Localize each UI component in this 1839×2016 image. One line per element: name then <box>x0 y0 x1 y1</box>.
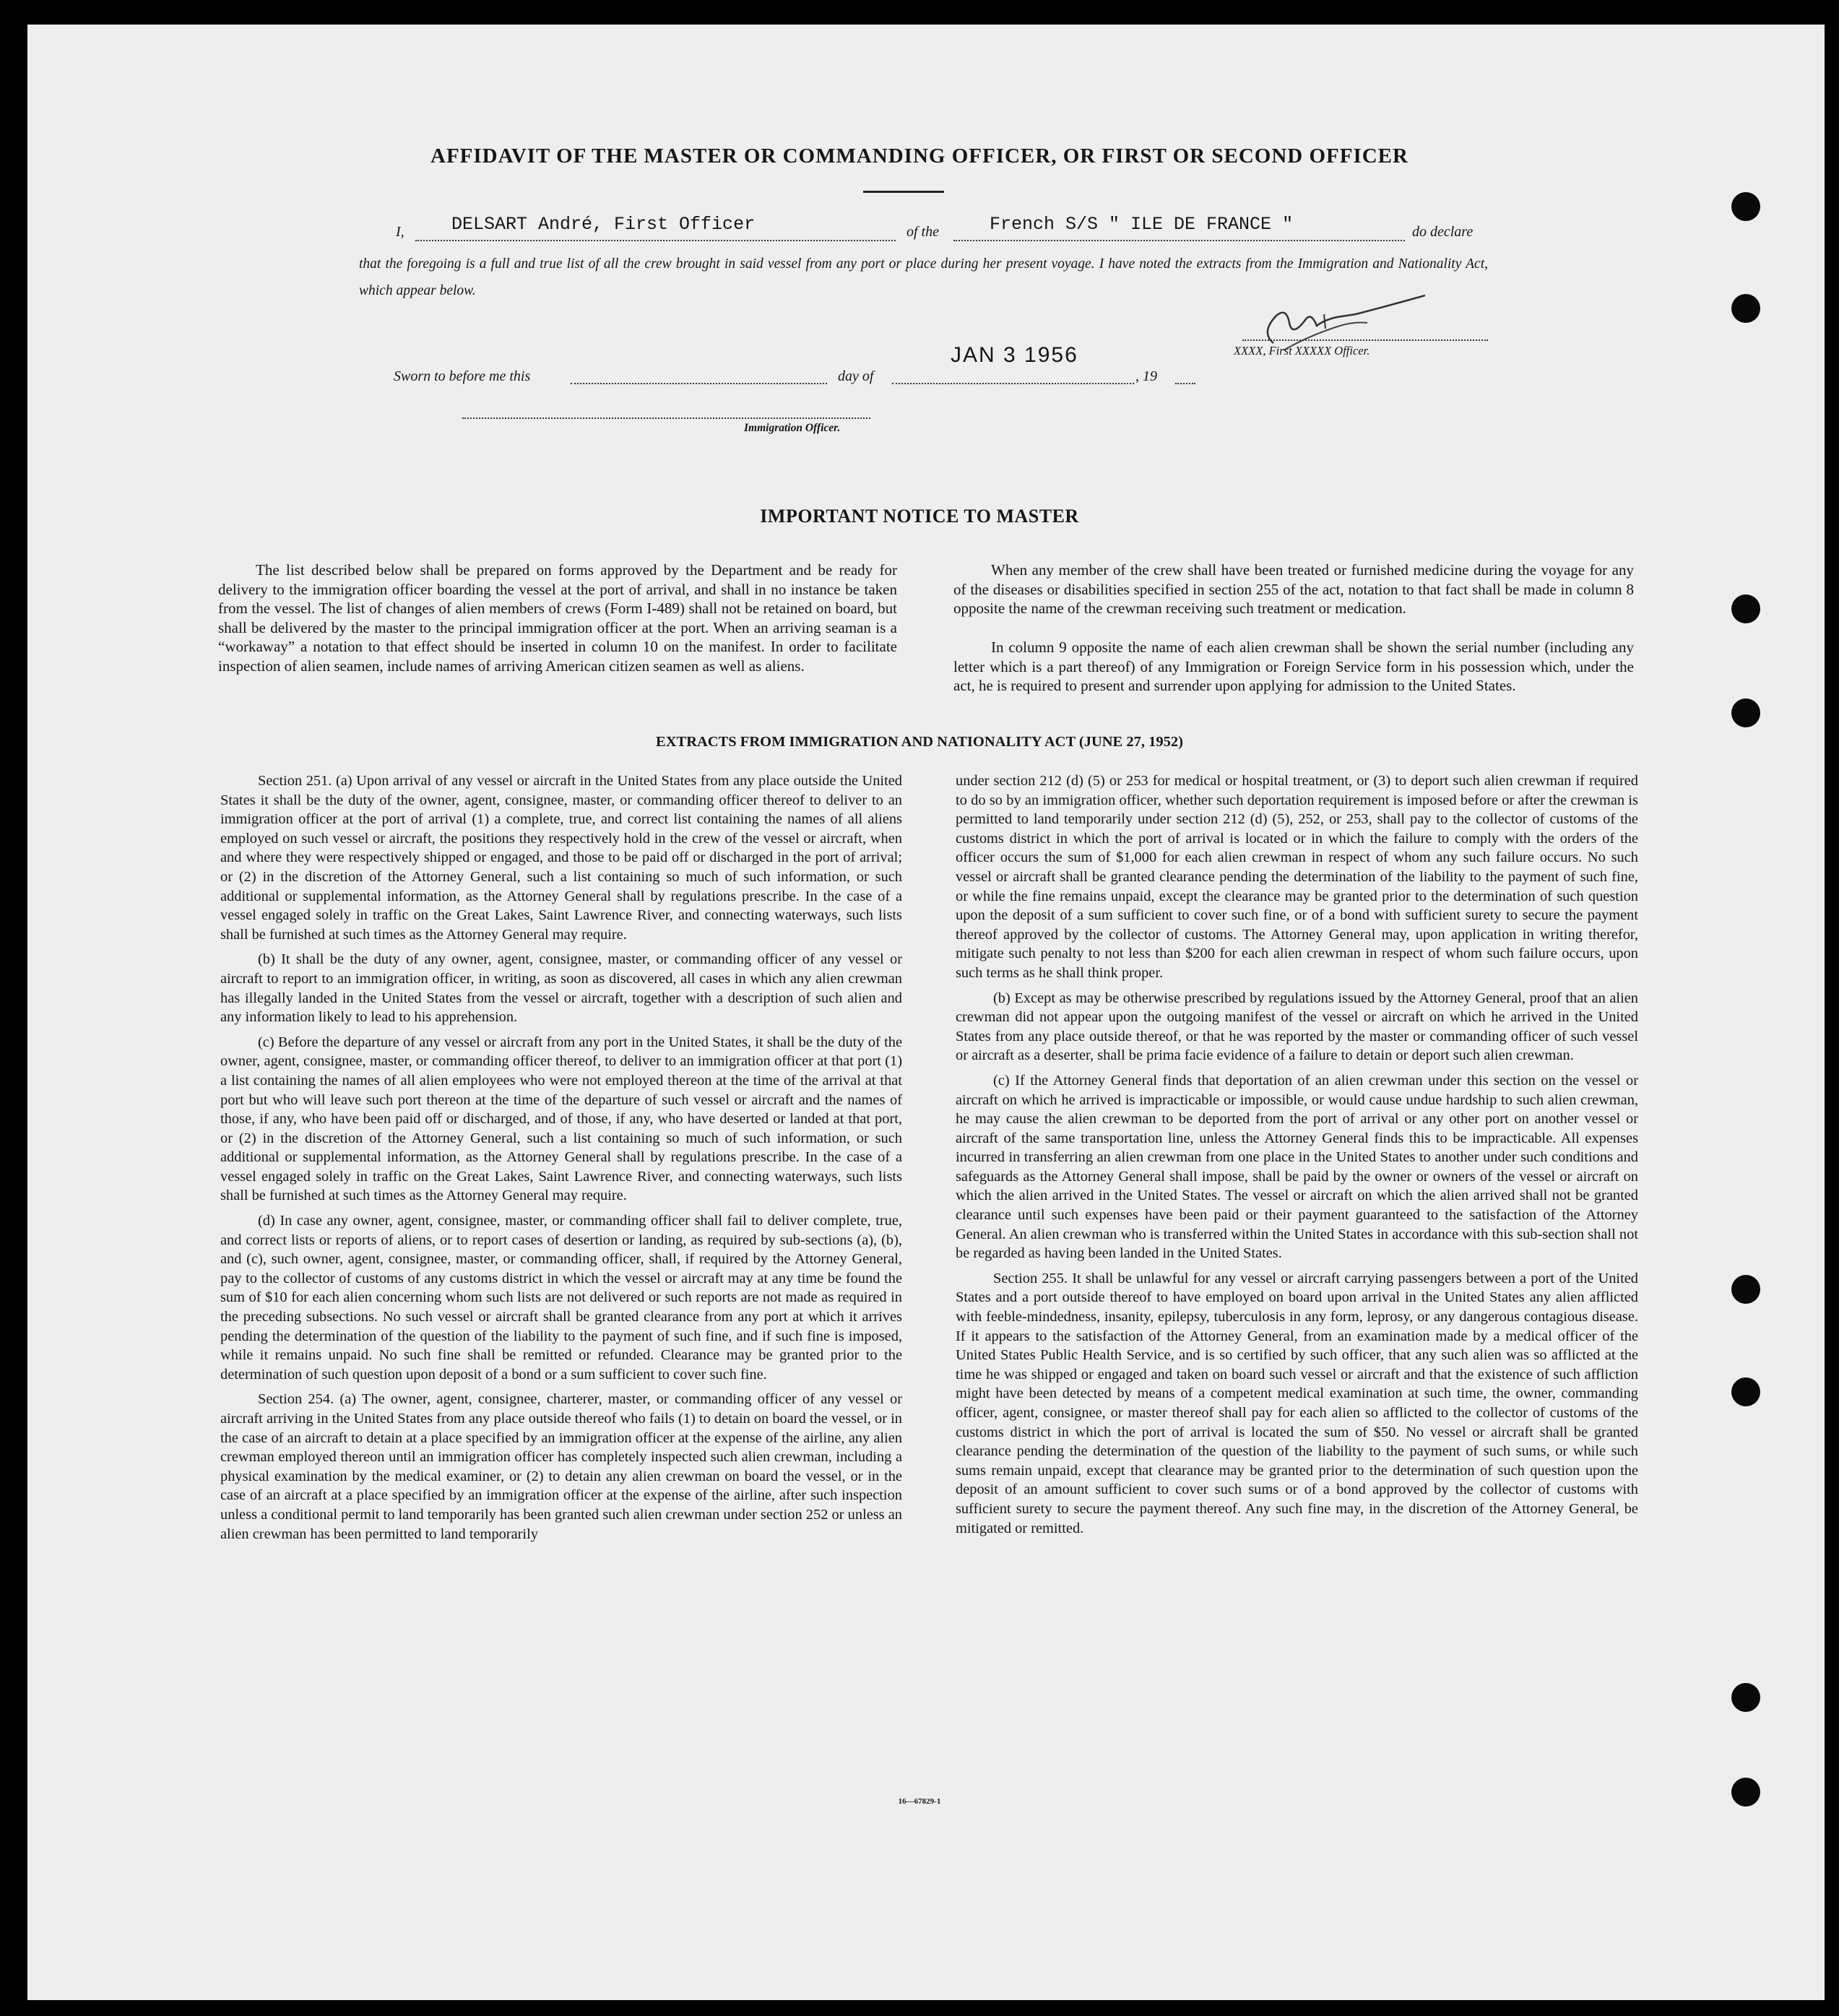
punch-hole <box>1731 594 1760 623</box>
notice-left-text: The list described below shall be prepared on forms approved by the Department and be ready for delivery to the immigration officer boarding the vessel at the port of arrival, and shall in no instance be taken from the vessel. The list of changes of alien members of crews (Form I-489) shall not be retained on board, but shall be delivered by the master to the principal immigration officer at the port. When an arriving seaman is a “workaway” a notation to that effect should be inserted in column 10 on the manifest. In order to facilitate inspection of alien seamen, include names of arriving American citizen seamen as well as aliens. <box>218 561 897 675</box>
notice-treatment-text: When any member of the crew shall have been treated or furnished medicine during the voyage for any of the diseases or disabilities specified in section 255 of the act, notation to that fact shall be made in column 8 opposite the name of the crewman receiving such treatment or medication. <box>953 561 1634 618</box>
day-of-label: day of <box>838 368 874 384</box>
form-number: 16—67829-1 <box>898 1797 941 1806</box>
affidavit-title: AFFIDAVIT OF THE MASTER OR COMMANDING OFFICER, OR FIRST OR SECOND OFFICER <box>430 144 1409 168</box>
vessel-name-typed: French S/S " ILE DE FRANCE " <box>990 214 1294 235</box>
title-divider <box>863 191 944 193</box>
officer-name-typed: DELSART André, First Officer <box>451 214 756 235</box>
punch-hole <box>1731 698 1760 727</box>
year-label: , 19 <box>1135 368 1157 384</box>
do-declare-label: do declare <box>1412 224 1474 240</box>
punch-hole <box>1731 294 1760 323</box>
punch-hole <box>1731 1275 1760 1304</box>
signature-line <box>1242 339 1488 341</box>
signature-caption: XXXX, First XXXXX Officer. <box>1234 344 1370 358</box>
date-stamp: JAN 3 1956 <box>951 343 1078 367</box>
vessel-line <box>953 240 1405 241</box>
notice-heading: IMPORTANT NOTICE TO MASTER <box>760 506 1079 527</box>
year-line <box>1175 383 1195 384</box>
notice-column9-text: In column 9 opposite the name of each alien crewman shall be shown the serial number (including any letter which is a part thereof) of any Immigration or Foreign Service form in his possession which, under the act, he is required to present and surrender upon applying for admission to the United States. <box>953 639 1634 695</box>
section-251-b: (b) It shall be the duty of any owner, agent, consignee, master, or commanding officer of any vessel or aircraft to report to an immigration officer, in writing, as soon as discovered, all cases in which any alien crewman has illegally landed in the United States from the vessel or aircraft, together with a description of such alien and any information likely to lead to his apprehension. <box>220 951 902 1026</box>
punch-hole <box>1731 1377 1760 1406</box>
section-254-a: Section 254. (a) The owner, agent, consignee, charterer, master, or commanding officer of any vessel or aircraft arriving in the United States from any place outside thereof who fails (1) to detain on board the vessel, or in the case of an aircraft to detain at a place specified by an immigration officer at the expense of the airline, any alien crewman employed thereon until an immigration officer has completely inspected such alien crewman, including a physical examination by the medical examiner, or (2) to detain any alien crewman on board the vessel, or in the case of an aircraft at a place specified by an immigration officer at the expense of the airline, after such inspection unless a conditional permit to land temporarily has been granted such alien crewman under section 252 or unless an alien crewman has been permitted to land temporarily <box>220 1391 902 1542</box>
section-254-c: (c) If the Attorney General finds that deportation of an alien crewman under this section on the vessel or aircraft on which he arrived is impracticable or impossible, or would cause undue hardship to such alien crewman, he may cause the alien crewman to be deported from the port of arrival or any other port on another vessel or aircraft of the same transportation line, unless the Attorney General finds this to be impracticable. All expenses incurred in transferring an alien crewman from one place in the United States to another under such conditions and safeguards as the Attorney General shall impose, shall be paid by the owner or owners of the vessel or aircraft on which the alien arrived in the United States. The vessel or aircraft on which the alien arrived shall not be granted clearance until such expenses have been paid or their payment guaranteed to the satisfaction of the Attorney General. An alien crewman who is transferred within the United States in accordance with this sub-section shall not be regarded as having been landed in the United States. <box>956 1072 1638 1262</box>
punch-hole <box>1731 192 1760 221</box>
section-254-b: (b) Except as may be otherwise prescribed by regulations issued by the Attorney General, proof that an alien crewman did not appear upon the outgoing manifest of the vessel or aircraft on which he arrived in the United States from any place outside thereof, or that he was reported by the master or commanding officer of such vessel or aircraft as a deserter, shall be prima facie evidence of a failure to detain or deport such alien crewman. <box>956 990 1638 1064</box>
declaration-text: that the foregoing is a full and true list of all the crew brought in said vessel from any port or place during her present voyage. I have noted the extracts from the Immigration and Nationality Act, which appear below. <box>359 256 1488 298</box>
immigration-officer-caption: Immigration Officer. <box>744 422 841 434</box>
punch-hole <box>1731 1683 1760 1712</box>
immigration-officer-line <box>462 418 870 419</box>
extracts-heading: EXTRACTS FROM IMMIGRATION AND NATIONALITY ACT (JUNE 27, 1952) <box>656 734 1183 750</box>
section-254-a-continued: under section 212 (d) (5) or 253 for medical or hospital treatment, or (3) to deport such alien crewman if required to do so by an immigration officer, whether such deportation requirement is imposed before or after the crewman is permitted to land temporarily under section 212 (d) (5), 252, or 253, shall pay to the collector of customs of the customs district in which the port of arrival is located or in which the failure to comply with the orders of the officer occurs the sum of $1,000 for each alien crewman in respect of whom any such failure occurs. No such vessel or aircraft shall be granted clearance pending the determination of the liability to the payment of such fine, or while the fine remains unpaid, except the clearance may be granted prior to the determination of such question upon the deposit of a sum sufficient to cover such fine, or of a bond with sufficient surety to secure the payment thereof approved by the collector of customs. The Attorney General may, upon application in writing therefor, mitigate such penalty to not less than $200 for each alien crewman in respect of whom such failure occurs, upon such terms as he shall think proper. <box>956 773 1638 981</box>
sworn-month-line <box>892 383 1134 384</box>
section-255: Section 255. It shall be unlawful for any vessel or aircraft carrying passengers between a port of the United States and a port outside thereof to have employed on board upon arrival in the United States any alien afflicted with feeble-mindedness, insanity, epilepsy, tuberculosis in any form, leprosy, or any dangerous contagious disease. If it appears to the satisfaction of the Attorney General, from an examination made by a medical officer of the United States Public Health Service, and is so certified by such officer, that any such alien was so afflicted at the time he was shipped or engaged and taken on board such vessel or aircraft and that the existence of such affliction might have been detected by means of a competent medical examination at such time, the owner, commanding officer, agent, consignee, or master thereof shall pay for each alien so afflicted to the collector of customs of the customs district in which the port of arrival is located the sum of $50. No vessel or aircraft shall be granted clearance pending the determination of the question of the liability to the payment of such sums, or while such sums remain unpaid, except that clearance may be granted prior to the determination of such question upon the deposit of an amount sufficient to cover such sums or of a bond approved by the collector of customs with sufficient surety to secure the payment thereof. Any such fine may, in the discretion of the Attorney General, be mitigated or remitted. <box>956 1270 1638 1536</box>
of-the-label: of the <box>906 224 939 240</box>
extracts-left-column <box>220 771 902 1549</box>
section-251-c: (c) Before the departure of any vessel or aircraft from any port in the United States, it shall be the duty of the owner, agent, consignee, master, or commanding officer thereof, to deliver to an immigration officer at that port (1) a list containing the names of all alien employees who were not employed thereon at the time of the arrival at that port but who will leave such port thereon at the time of the departure of such vessel or aircraft and the names of those, if any, who have been paid off or discharged, and of those, if any, who have deserted or landed at that port, or (2) in the discretion of the Attorney General, such a list containing so much of such information, or such additional or supplemental information, as the Attorney General shall by regulations prescribe. In the case of a vessel engaged solely in traffic on the Great Lakes, Saint Lawrence River, and connecting waterways, such lists shall be furnished at such times as the Attorney General may require. <box>220 1034 902 1204</box>
extracts-right-column <box>956 771 1638 1544</box>
sworn-day-line <box>571 383 827 384</box>
name-line <box>415 240 896 241</box>
sworn-label: Sworn to before me this <box>394 368 531 384</box>
section-251-d: (d) In case any owner, agent, consignee, master, or commanding officer shall fail to deliver complete, true, and correct lists or reports of aliens, or to report cases of desertion or landing, as required by sub-sections (a), (b), and (c), such owner, agent, consignee, master, or commanding officer, shall, if required by the Attorney General, pay to the collector of customs of any customs district in which the vessel or aircraft may at any time be found the sum of $10 for each alien concerning whom such lists are not delivered or such reports are not made as required in the preceding subsections. No such vessel or aircraft shall be granted clearance from any port at which it arrives pending the determination of the question of the liability to the payment of such fine, and if such fine is imposed, while it remains unpaid. No such fine shall be remitted or refunded. Clearance may be granted prior to the determination of such question upon deposit of a bond or a sum sufficient to cover such fine. <box>220 1213 902 1383</box>
section-251-a: Section 251. (a) Upon arrival of any vessel or aircraft in the United States from any place outside the United States it shall be the duty of the owner, agent, consignee, master, or commanding officer thereof to deliver to an immigration officer at the port of arrival (1) a complete, true, and correct list containing the names of all aliens employed on such vessel or aircraft, the positions they respectively hold in the crew of the vessel or aircraft, when and where they were respectively shipped or engaged, and those to be paid off or discharged in the port of arrival; or (2) in the discretion of the Attorney General, such a list containing so much of such information, or such additional or supplemental information, as the Attorney General shall by regulations prescribe. In the case of a vessel engaged solely in traffic on the Great Lakes, Saint Lawrence River, and connecting waterways, such lists shall be furnished at such times as the Attorney General may require. <box>220 773 902 943</box>
i-label: I, <box>396 224 404 240</box>
